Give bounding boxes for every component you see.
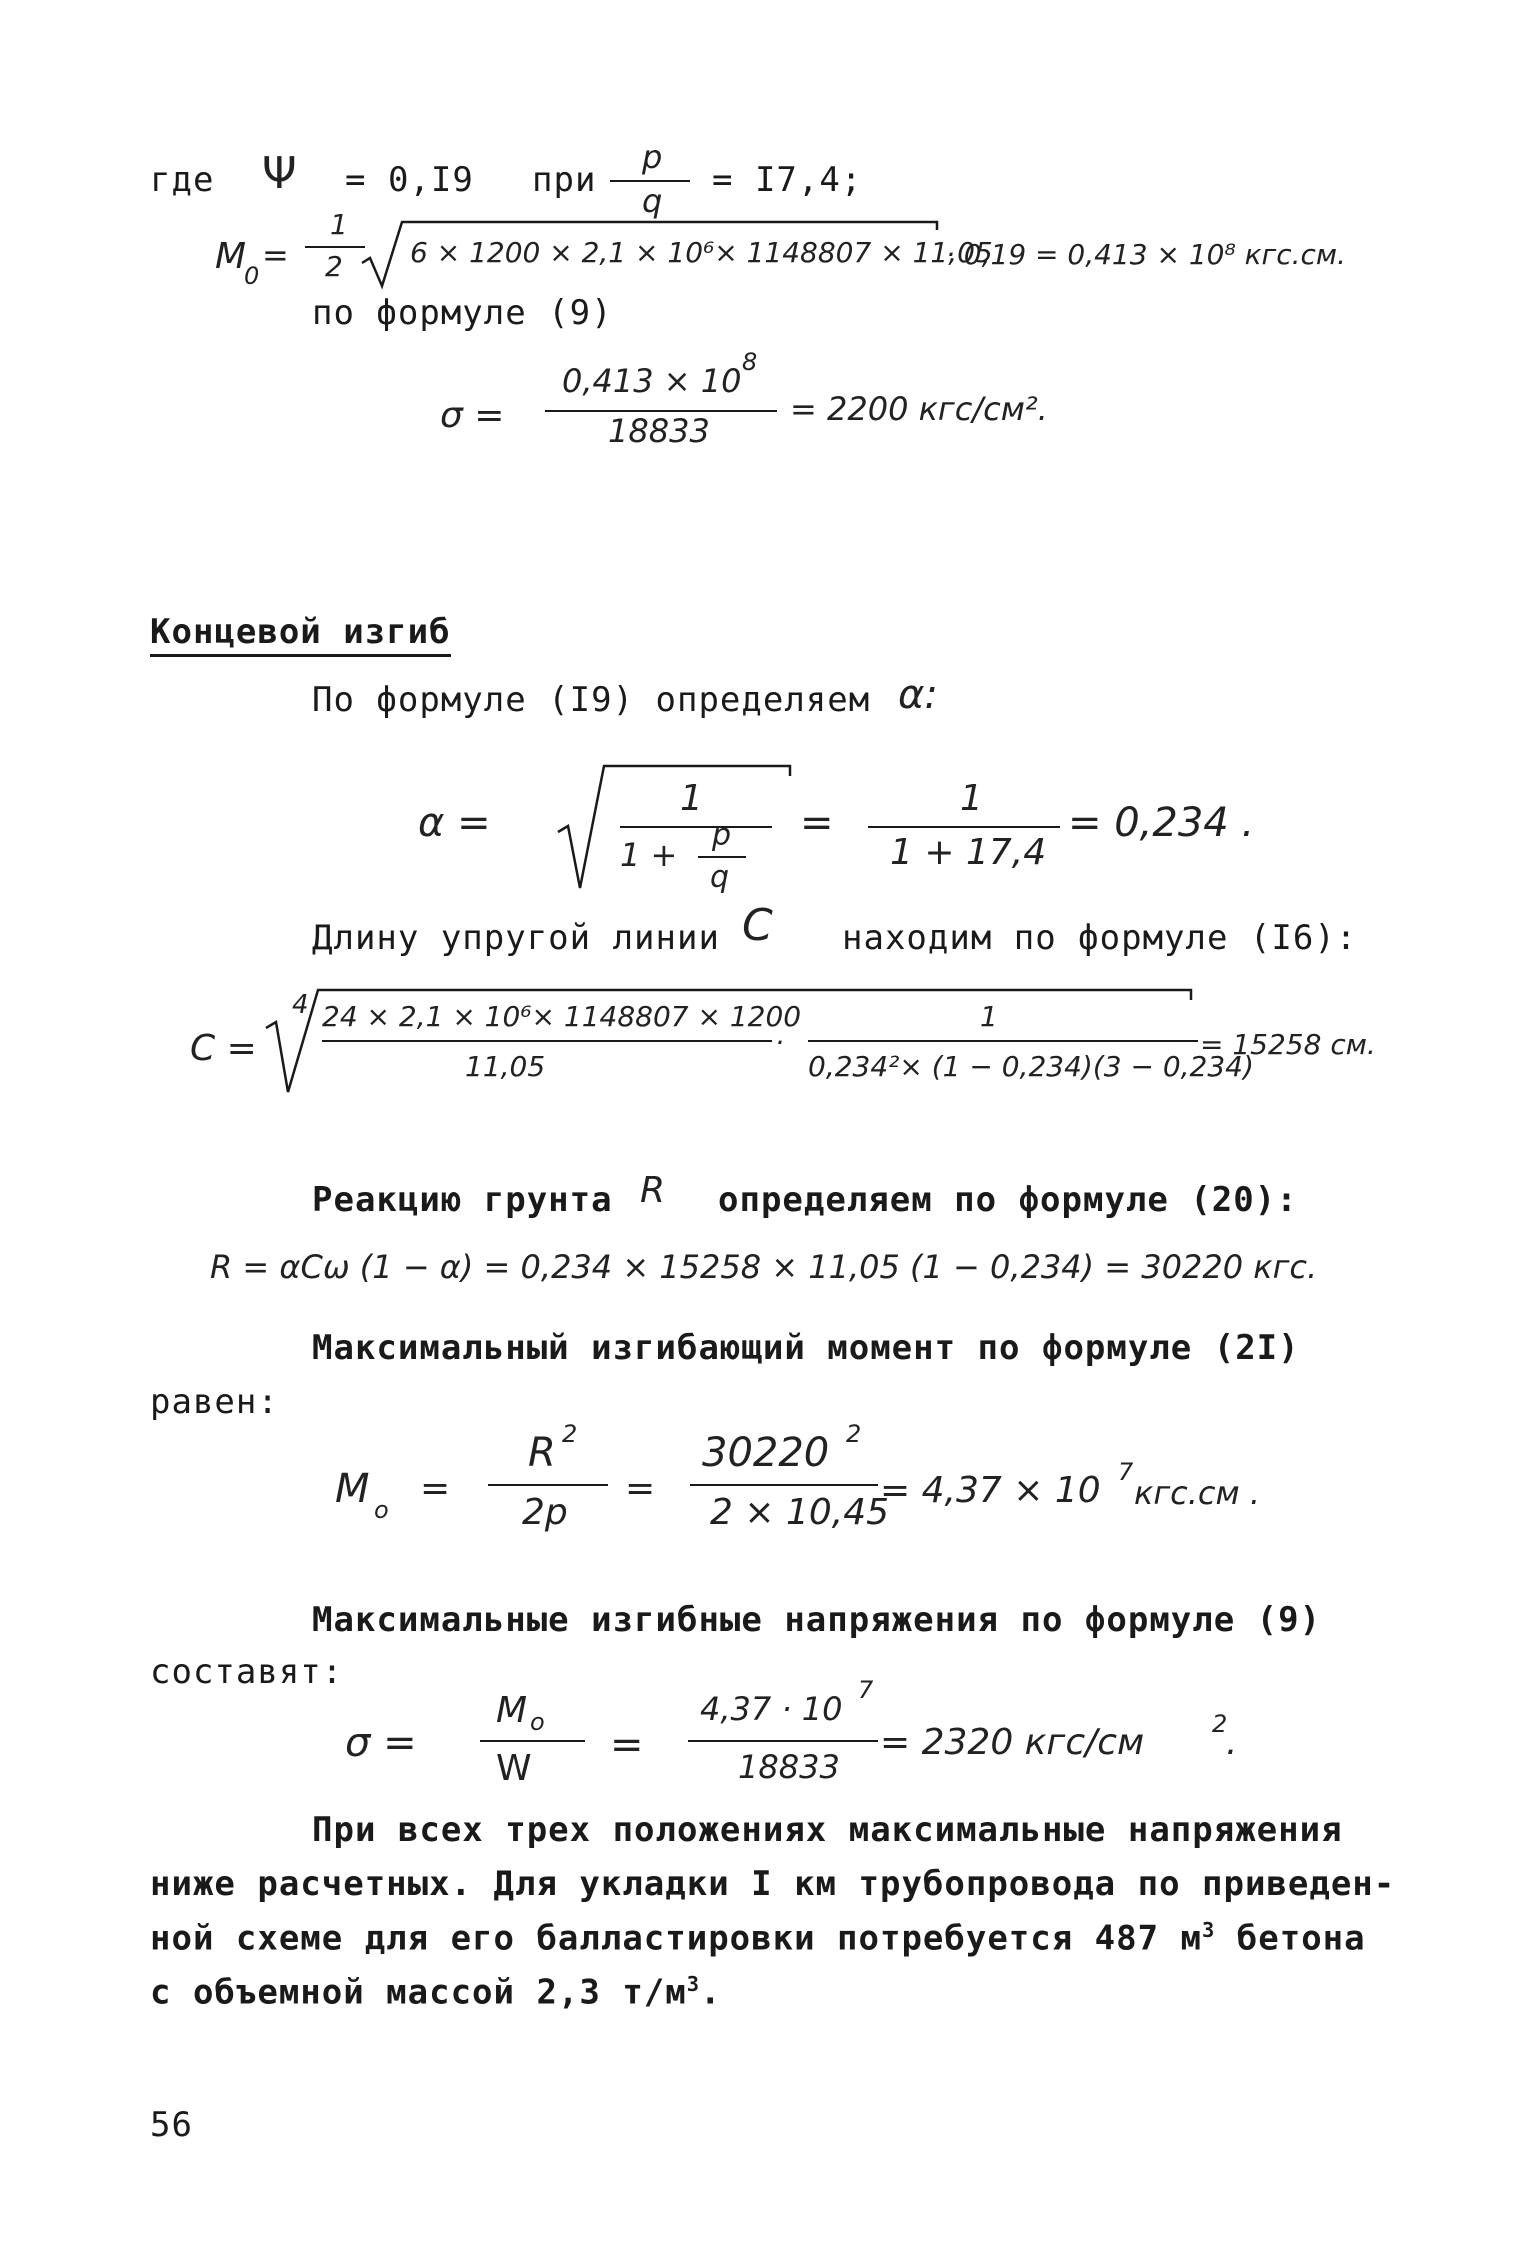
m0-sub: 0: [244, 262, 260, 290]
text-nakhodim: находим по формуле (I6):: [842, 918, 1358, 958]
m-frac2-bar: [690, 1484, 878, 1486]
m0-radicand: 6 × 1200 × 2,1 × 10⁶× 1148807 × 11,05: [410, 236, 993, 269]
sigma1-num-exp: 8: [742, 348, 758, 376]
half-den: 2: [325, 250, 343, 283]
sigma1-num: 0,413 × 10: [562, 362, 742, 400]
sigma2-num2: 4,37 · 10: [700, 1690, 843, 1728]
c-num2: 1: [980, 1000, 998, 1033]
half-bar: [305, 246, 365, 248]
sigma2-eq: =: [610, 1722, 644, 1768]
alpha-symbol: α:: [898, 672, 938, 718]
ratio-value: = I7,4;: [712, 160, 863, 200]
alpha-pq-bar: [698, 856, 746, 858]
sigma2-result: = 2320 кгс/см: [880, 1722, 1145, 1763]
c-frac1-bar: [322, 1040, 772, 1042]
half-num: 1: [330, 208, 348, 241]
alpha-frac-bar: [620, 826, 772, 828]
sigma2-lhs: σ =: [345, 1720, 417, 1766]
c-dot: ·: [775, 1026, 784, 1059]
alpha-one-plus: 1 +: [620, 836, 678, 874]
sigma1-result: = 2200 кгс/см².: [790, 390, 1048, 428]
alpha-lhs: α =: [418, 800, 491, 846]
sigma2-den1: W: [496, 1748, 532, 1789]
r-formula: R = αCω (1 − α) = 0,234 × 15258 × 11,05 (1 − 0,234) = 30220 кгс.: [210, 1248, 1318, 1286]
m-frac1-bar: [488, 1484, 608, 1486]
m-num1: R: [528, 1430, 556, 1476]
c-num1: 24 × 2,1 × 10⁶× 1148807 × 1200: [322, 1000, 802, 1033]
m-num2-exp: 2: [846, 1420, 862, 1448]
c-den2: 0,234²× (1 − 0,234)(3 − 0,234): [808, 1050, 1254, 1083]
m0-lhs: M: [215, 236, 247, 277]
page-number: 56: [150, 2105, 193, 2145]
alpha-q: q: [710, 860, 730, 895]
ratio-p: p: [642, 138, 663, 176]
ratio-q: q: [642, 182, 663, 220]
m0-result: · 0,19 = 0,413 × 10⁸ кгс.см.: [946, 238, 1346, 271]
c-frac2-bar: [808, 1040, 1198, 1042]
alpha-result: = 0,234 .: [1068, 800, 1255, 846]
sigma2-num1: M: [496, 1690, 528, 1731]
c-result: = 15258 см.: [1200, 1028, 1376, 1061]
sigma2-den2: 18833: [738, 1748, 840, 1786]
c-letter: C: [742, 900, 773, 951]
text-gde: где: [150, 160, 215, 200]
alpha-eq: =: [800, 800, 834, 846]
m-lhs: M: [335, 1466, 370, 1512]
m-sub: o: [374, 1496, 389, 1524]
psi-value: = 0,I9: [345, 160, 474, 200]
m-num2: 30220: [702, 1430, 830, 1476]
m-result: = 4,37 × 10: [880, 1470, 1101, 1511]
sigma2-frac2-bar: [688, 1740, 878, 1742]
c-root-index: 4: [292, 990, 309, 1020]
text-reaktsiyu: Реакцию грунта: [312, 1180, 613, 1220]
sigma2-num1-sub: o: [530, 1708, 545, 1736]
m-den1: 2p: [522, 1492, 568, 1533]
text-sostavyat: составят:: [150, 1652, 344, 1692]
sigma2-num2-exp: 7: [858, 1676, 874, 1704]
text-dlinu: Длину упругой линии: [312, 918, 720, 958]
alpha-frac-num: 1: [680, 778, 703, 819]
text-pri: при: [532, 160, 597, 200]
m-result-exp: 7: [1118, 1458, 1134, 1486]
m-num1-exp: 2: [562, 1420, 578, 1448]
text-po-formule-19: По формуле (I9) определяем: [312, 680, 871, 720]
conclusion-line-3: ной схеме для его балластировки потребуется 487 $м^3$ бетона: [150, 1918, 1366, 1959]
alpha-frac2-den: 1 + 17,4: [890, 832, 1047, 873]
c-lhs: C =: [190, 1028, 257, 1069]
conclusion-line-4: с объемной массой 2,3 $т/м^3$.: [150, 1972, 722, 2013]
section-heading: Концевой изгиб: [150, 612, 451, 657]
m-eq2: =: [625, 1468, 656, 1509]
alpha-frac2-bar: [868, 826, 1060, 828]
text-raven: равен:: [150, 1382, 279, 1422]
m0-eq: =: [262, 236, 289, 274]
sigma2-result-exp: 2: [1212, 1710, 1228, 1738]
sigma2-frac1-bar: [480, 1740, 585, 1742]
r-letter: R: [640, 1170, 666, 1211]
m-den2: 2 × 10,45: [710, 1492, 890, 1533]
text-max-moment: Максимальный изгибающий момент по формуле (2I): [312, 1328, 1300, 1368]
text-po-formule-9: по формуле (9): [312, 293, 613, 333]
alpha-p: p: [712, 818, 732, 853]
alpha-frac2-num: 1: [960, 778, 983, 819]
c-den1: 11,05: [465, 1050, 546, 1083]
text-max-stress: Максимальные изгибные напряжения по формуле (9): [312, 1600, 1322, 1640]
sigma1-lhs: σ =: [440, 395, 505, 436]
m-result-unit: кгс.см .: [1134, 1474, 1260, 1512]
psi-symbol: Ψ: [262, 148, 297, 199]
conclusion-line-2: ниже расчетных. Для укладки I км трубопровода по приведен-: [150, 1864, 1396, 1904]
m-eq: =: [420, 1468, 451, 1509]
sigma1-den: 18833: [608, 412, 710, 450]
sigma2-result-end: .: [1226, 1722, 1238, 1763]
conclusion-line-1: При всех трех положениях максимальные напряжения: [312, 1810, 1343, 1850]
text-opredelyaem: определяем по формуле (20):: [718, 1180, 1298, 1220]
